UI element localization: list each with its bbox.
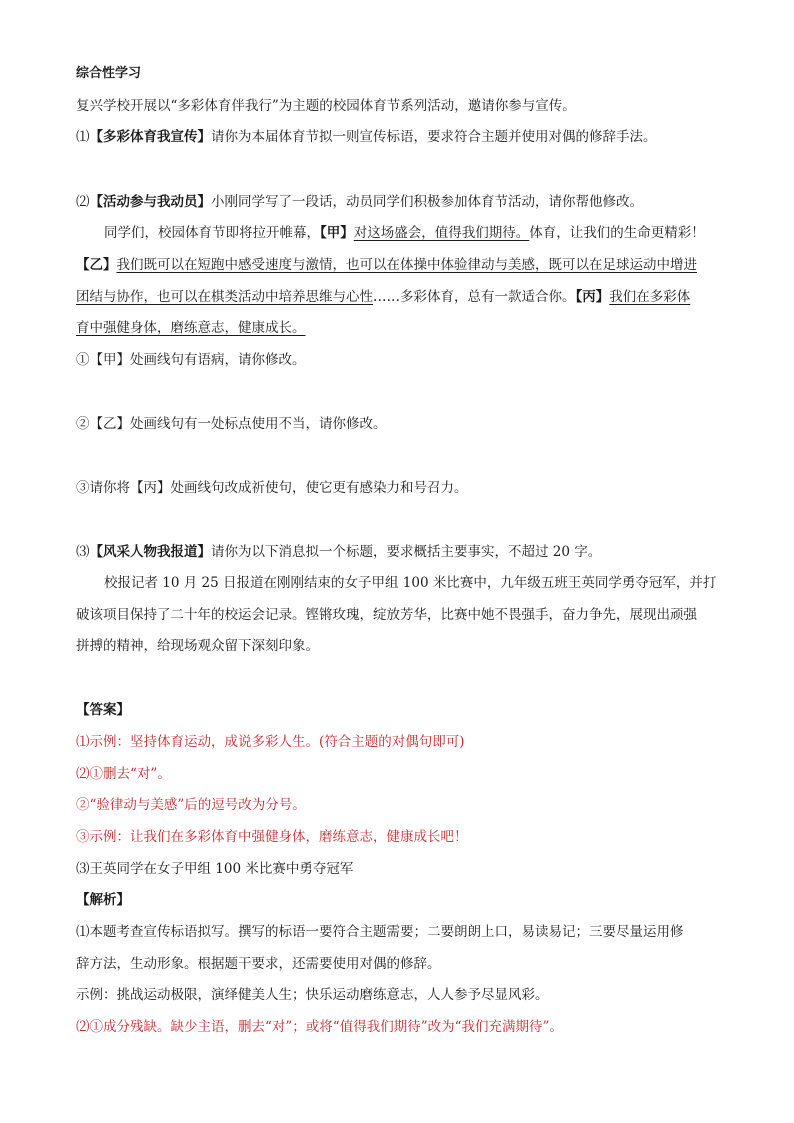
answer-2-3: ③示例：让我们在多彩体育中强健身体，磨练意志，健康成长吧！ xyxy=(76,829,468,845)
q1-number: ⑴ xyxy=(76,129,90,145)
intro-text: 复兴学校开展以“多彩体育伴我行”为主题的校园体育节系列活动，邀请你参与宣传。 xyxy=(76,98,576,114)
analysis-heading: 【解析】 xyxy=(76,892,130,908)
tag-yi: 【乙】 xyxy=(76,257,117,273)
answer-3: ⑶王英同学在女子甲组 100 米比赛中勇夺冠军 xyxy=(76,861,354,877)
question-2 xyxy=(76,192,734,212)
q2-sub-2: ②【乙】处画线句有一处标点使用不当，请你修改。 xyxy=(76,416,387,432)
analysis-2-line-1 xyxy=(76,1017,734,1037)
q1-text: 请你为本届体育节拟一则宣传标语，要求符合主题并使用对偶的修辞手法。 xyxy=(211,129,657,145)
analysis-1-line-1: ⑴本题考查宣传标语拟写。撰写的标语一要符合主题需要；二要朗朗上口，易读易记；三要尽量运用修 xyxy=(76,924,684,940)
analysis-2-text: ⑵①成分残缺。缺少主语，删去“对”；或将“值得我们期待”改为“我们充满期待”。 xyxy=(76,1019,563,1035)
answer-2-2: ②“验律动与美感”后的逗号改为分号。 xyxy=(76,797,306,813)
underlined-sentence-jia: 对这场盛会，值得我们期待。 xyxy=(353,225,530,241)
passage-line-2 xyxy=(76,255,734,275)
underlined-sentence-yi: 我们既可以在短跑中感受速度与激情，也可以在体操中体验律动与美感，既可以在足球运动中增进 xyxy=(116,257,697,273)
analysis-1-line-2: 辞方法，生动形象。根据题干要求，还需要使用对偶的修辞。 xyxy=(76,956,441,972)
passage-line-1 xyxy=(104,223,734,243)
q1-tag: 【多彩体育我宣传】 xyxy=(89,129,211,145)
answer-1: ⑴示例：坚持体育运动，成说多彩人生。(符合主题的对偶句即可) xyxy=(76,734,465,750)
tag-jia: 【甲】 xyxy=(320,225,354,241)
answer-2-1: ⑵①删去“对”。 xyxy=(76,766,171,782)
answer-heading: 【答案】 xyxy=(76,702,130,718)
q3-text: 请你为以下消息拟一个标题，要求概括主要事实，不超过 20 字。 xyxy=(211,544,602,560)
question-1 xyxy=(76,127,734,147)
analysis-1-line-3: 示例：挑战运动极限，演绎健美人生；快乐运动磨练意志，人人参予尽显风彩。 xyxy=(76,987,549,1003)
passage-text: 同学们，校园体育节即将拉开帷幕， xyxy=(104,225,320,241)
q2-sub-3: ③请你将【丙】处画线句改成祈使句，使它更有感染力和号召力。 xyxy=(76,480,468,496)
passage-text: 体育，让我们的生命更精彩！ xyxy=(529,225,705,241)
tag-bing: 【丙】 xyxy=(575,289,610,305)
q3-tag: 【风采人物我报道】 xyxy=(89,544,211,560)
question-3 xyxy=(76,542,734,562)
section-title: 综合性学习 xyxy=(76,66,142,81)
q2-sub-1: ①【甲】处画线句有语病，请你修改。 xyxy=(76,352,306,368)
news-line-1: 校报记者 10 月 25 日报道在刚刚结束的女子甲组 100 米比赛中，九年级五班王英同学勇夺冠军，并打 xyxy=(104,575,717,591)
passage-line-4 xyxy=(76,318,734,338)
news-line-2: 破该项目保持了二十年的校运会记录。铿锵玫瑰，绽放芳华，比赛中她不畏强手，奋力争先，展现出顽强 xyxy=(76,607,697,623)
news-line-3: 拼搏的精神，给现场观众留下深刻印象。 xyxy=(76,638,319,654)
underlined-sentence-bing: 我们在多彩体 xyxy=(609,289,691,305)
q2-text: 小刚同学写了一段话，动员同学们积极参加体育节活动，请你帮他修改。 xyxy=(211,194,643,210)
passage-line-3 xyxy=(76,287,734,307)
q2-number: ⑵ xyxy=(76,194,90,210)
underlined-sentence-bing-cont: 育中强健身体，磨练意志，健康成长。 xyxy=(76,320,306,336)
passage-text: ……多彩体育，总有一款适合你。 xyxy=(373,289,576,305)
q2-tag: 【活动参与我动员】 xyxy=(89,194,211,210)
q3-number: ⑶ xyxy=(76,544,90,560)
underlined-sentence-yi-cont: 团结与协作，也可以在棋类活动中培养思维与心性 xyxy=(76,289,373,305)
